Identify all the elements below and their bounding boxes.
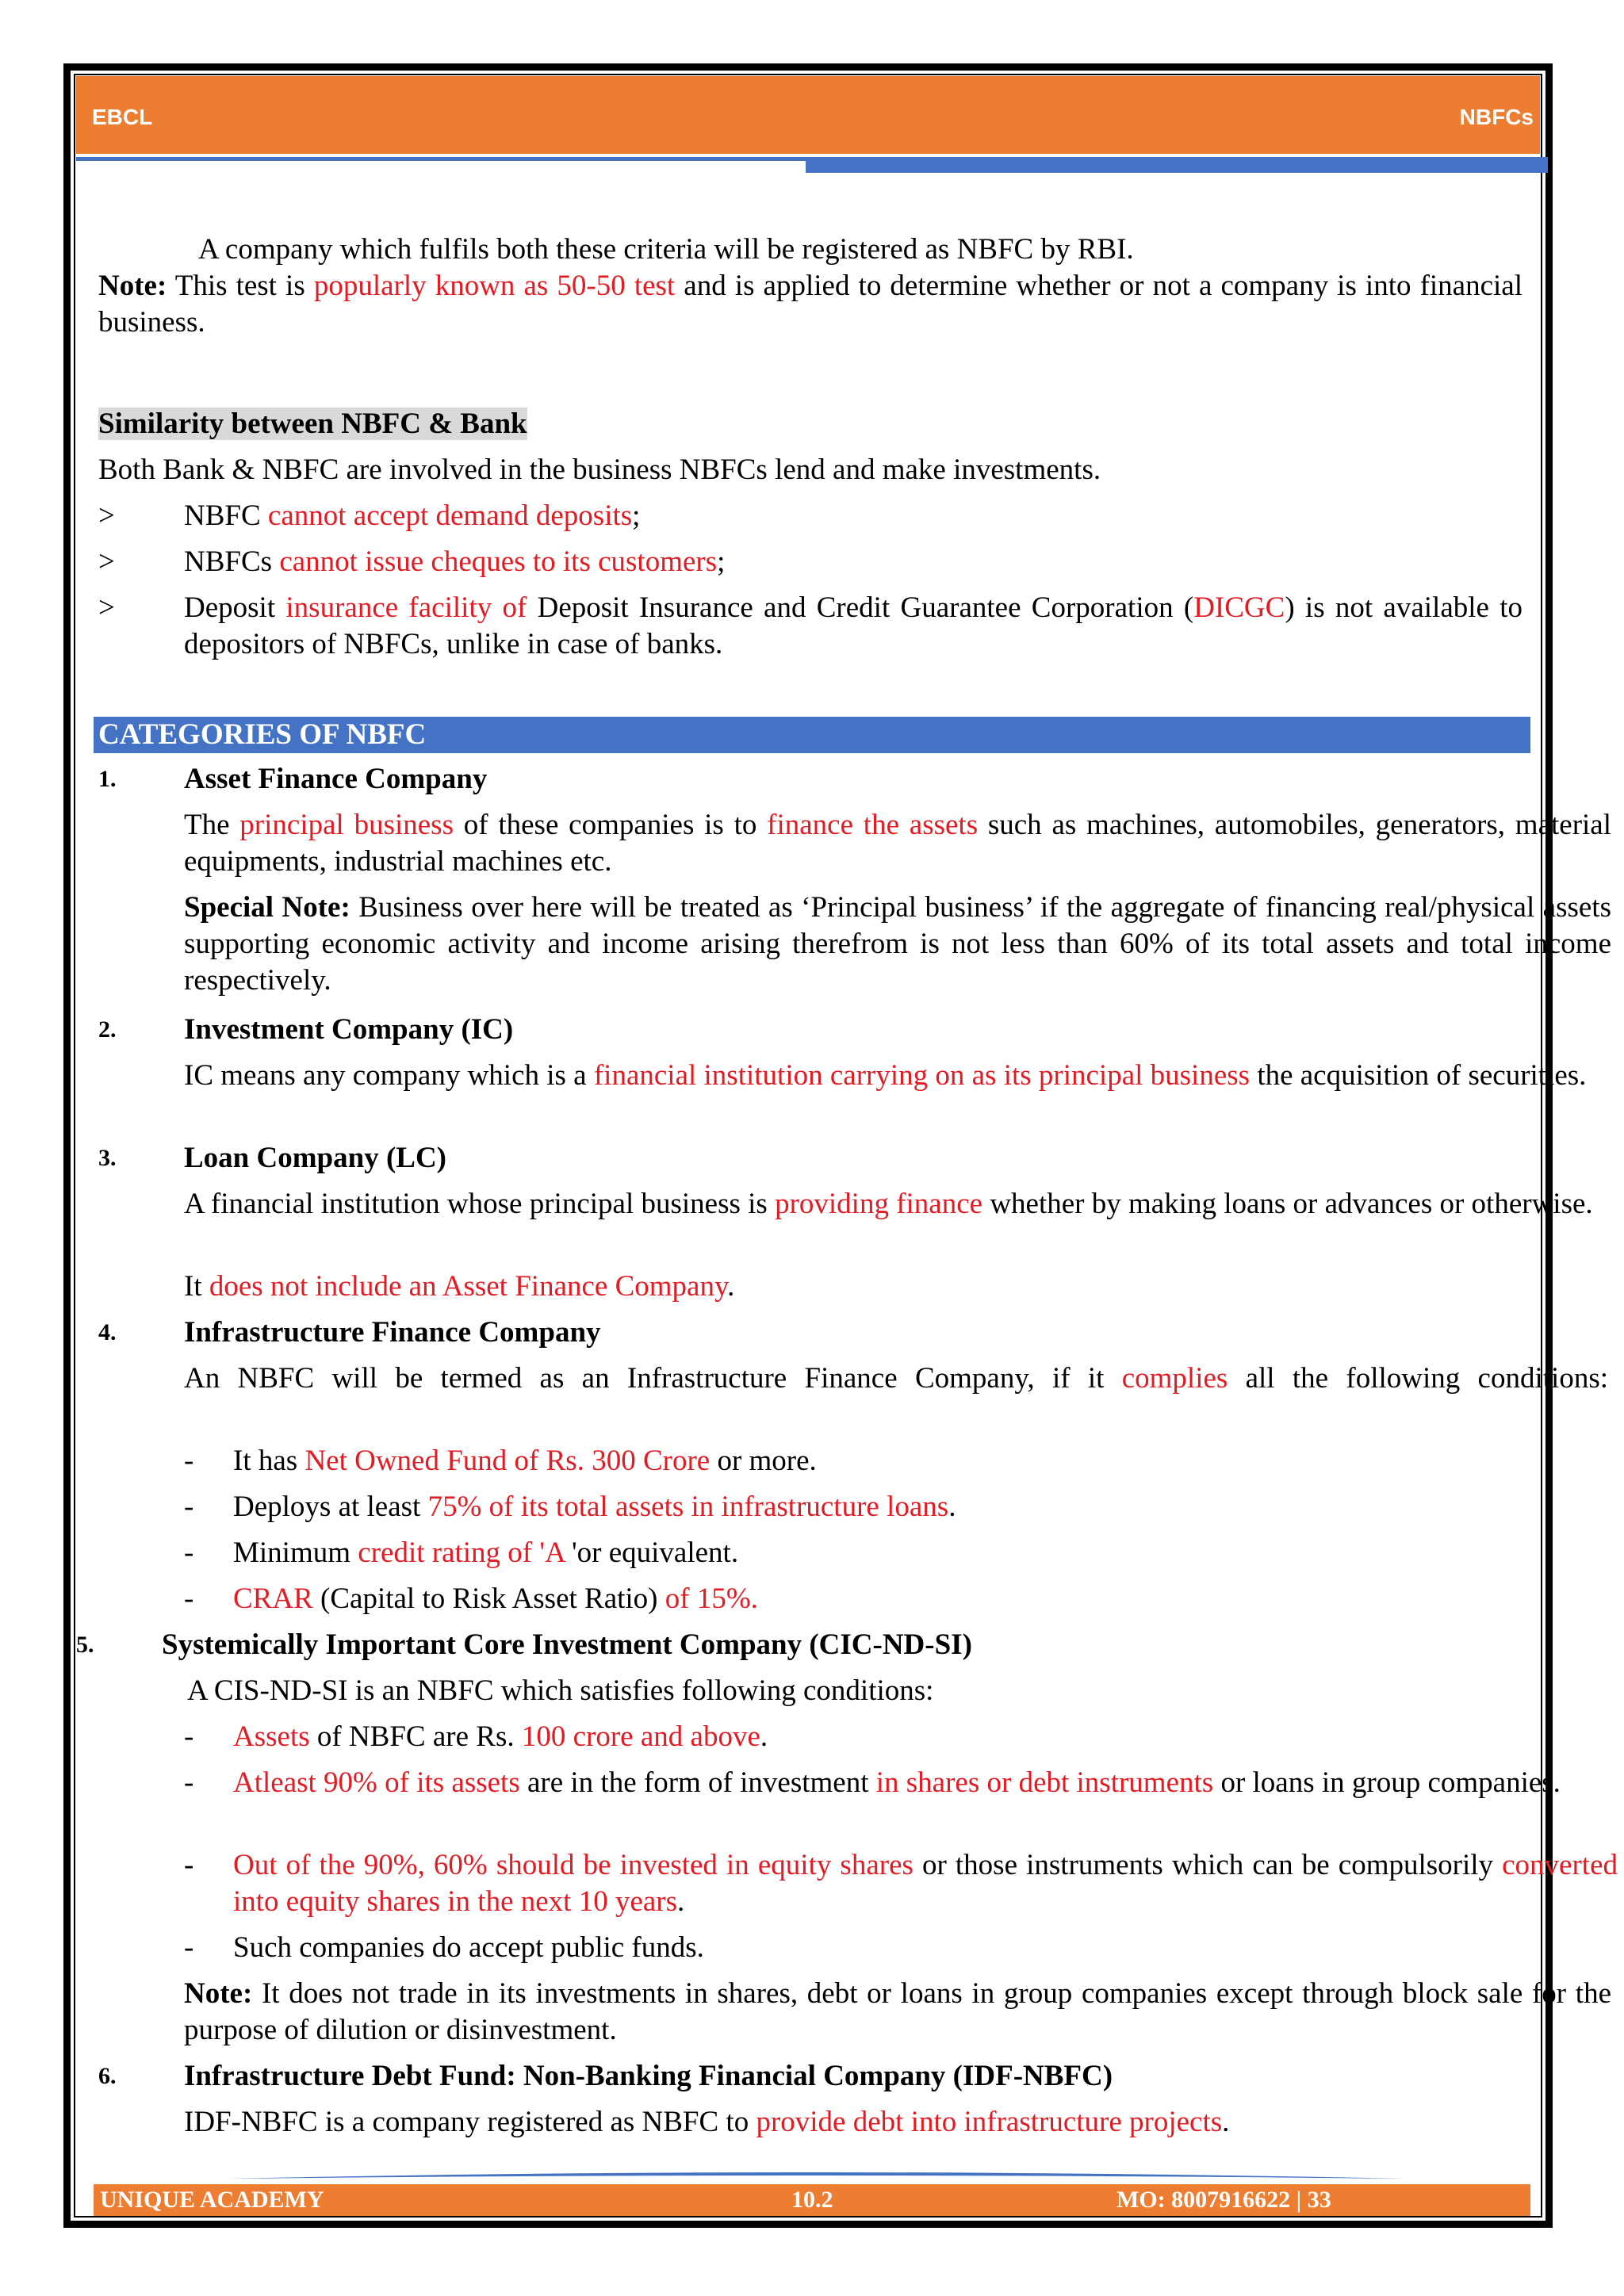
page-header [76, 76, 1540, 154]
footer-right: MO: 8007916622 | 33 [1116, 2187, 1331, 2213]
category-1-text: The principal business of these companies is to finance the assets such as machines, automobiles, generators, material equipments, industrial machines etc. [184, 809, 1611, 878]
category-title: Infrastructure Finance Company [184, 1316, 601, 1349]
header-left: EBCL [92, 105, 153, 129]
intro-note: Note: This test is popularly known as 50-50 test and is applied to determine whether or not a company is into financial business. [98, 270, 1522, 339]
category-number: 1. [98, 766, 117, 792]
footer-swoosh [230, 2171, 1404, 2180]
page-footer [94, 2184, 1530, 2216]
category-3-text: A financial institution whose principal business is providing finance whether by making loans or advances or otherwise. [184, 1188, 1593, 1220]
category-number: 4. [98, 1319, 117, 1345]
category-6-text: IDF-NBFC is a company registered as NBFC to provide debt into infrastructure projects. [184, 2106, 1230, 2138]
header-rule-thin [76, 157, 806, 161]
dash-marker: - [184, 1720, 194, 1753]
category-3-text-2: It does not include an Asset Finance Company. [184, 1270, 735, 1303]
categories-heading: CATEGORIES OF NBFC [94, 717, 1530, 753]
category-4-text: An NBFC will be termed as an Infrastructure Finance Company, if it complies all the following conditions: [184, 1362, 1608, 1395]
footer-center: 10.2 [791, 2187, 833, 2213]
category-5-cond-3: Out of the 90%, 60% should be invested in equity shares or those instruments which can be compulsorily converted into equity shares in the next 10 years. [233, 1849, 1618, 1918]
similarity-text: Both Bank & NBFC are involved in the business NBFCs lend and make investments. [98, 453, 1101, 486]
category-4-cond-1: It has Net Owned Fund of Rs. 300 Crore or more. [233, 1445, 817, 1477]
category-5-cond-4: Such companies do accept public funds. [233, 1931, 704, 1964]
similarity-heading: Similarity between NBFC & Bank [98, 408, 527, 440]
category-title: Investment Company (IC) [184, 1013, 514, 1046]
category-5-cond-2: Atleast 90% of its assets are in the form of investment in shares or debt instruments or loans in group companies. [233, 1766, 1561, 1799]
header-rule-thick [806, 157, 1548, 173]
category-5-text: A CIS-ND-SI is an NBFC which satisfies following conditions: [187, 1674, 934, 1707]
similarity-bullet-3: Deposit insurance facility of Deposit Insurance and Credit Guarantee Corporation (DICGC) is not available to depositors of NBFCs, unlike in case of banks. [184, 591, 1523, 660]
category-number: 5. [76, 1632, 94, 1658]
bullet-marker: > [98, 591, 115, 624]
similarity-bullet-1: NBFC cannot accept demand deposits; [184, 499, 641, 532]
category-number: 3. [98, 1145, 117, 1171]
category-title: Infrastructure Debt Fund: Non-Banking Financial Company (IDF-NBFC) [184, 2060, 1113, 2092]
category-4-cond-2: Deploys at least 75% of its total assets in infrastructure loans. [233, 1490, 956, 1523]
header-right: NBFCs [1459, 105, 1534, 129]
category-number: 2. [98, 1016, 117, 1043]
intro-line: A company which fulfils both these criteria will be registered as NBFC by RBI. [198, 233, 1134, 266]
category-title: Loan Company (LC) [184, 1142, 446, 1174]
dash-marker: - [184, 1536, 194, 1569]
category-5-cond-1: Assets of NBFC are Rs. 100 crore and above. [233, 1720, 768, 1753]
category-2-text: IC means any company which is a financial institution carrying on as its principal business the acquisition of securities. [184, 1059, 1587, 1092]
dash-marker: - [184, 1849, 194, 1881]
similarity-bullet-2: NBFCs cannot issue cheques to its customers; [184, 545, 726, 578]
dash-marker: - [184, 1445, 194, 1477]
category-title: Systemically Important Core Investment Company (CIC-ND-SI) [162, 1628, 972, 1661]
category-title: Asset Finance Company [184, 763, 488, 795]
dash-marker: - [184, 1490, 194, 1523]
dash-marker: - [184, 1931, 194, 1964]
dash-marker: - [184, 1766, 194, 1799]
footer-left: UNIQUE ACADEMY [100, 2187, 324, 2213]
category-4-cond-3: Minimum credit rating of 'A 'or equivalent. [233, 1536, 739, 1569]
bullet-marker: > [98, 545, 115, 578]
category-number: 6. [98, 2063, 117, 2089]
category-5-note: Note: It does not trade in its investments in shares, debt or loans in group companies except through block sale for the purpose of dilution or disinvestment. [184, 1977, 1611, 2046]
category-4-cond-4: CRAR (Capital to Risk Asset Ratio) of 15%. [233, 1582, 758, 1615]
dash-marker: - [184, 1582, 194, 1615]
bullet-marker: > [98, 499, 115, 532]
category-1-special-note: Special Note: Business over here will be treated as ‘Principal business’ if the aggregate of financing real/physical assets supporting economic activity and income arising therefrom is not less than 60% of its total assets and total income respectively. [184, 891, 1611, 997]
